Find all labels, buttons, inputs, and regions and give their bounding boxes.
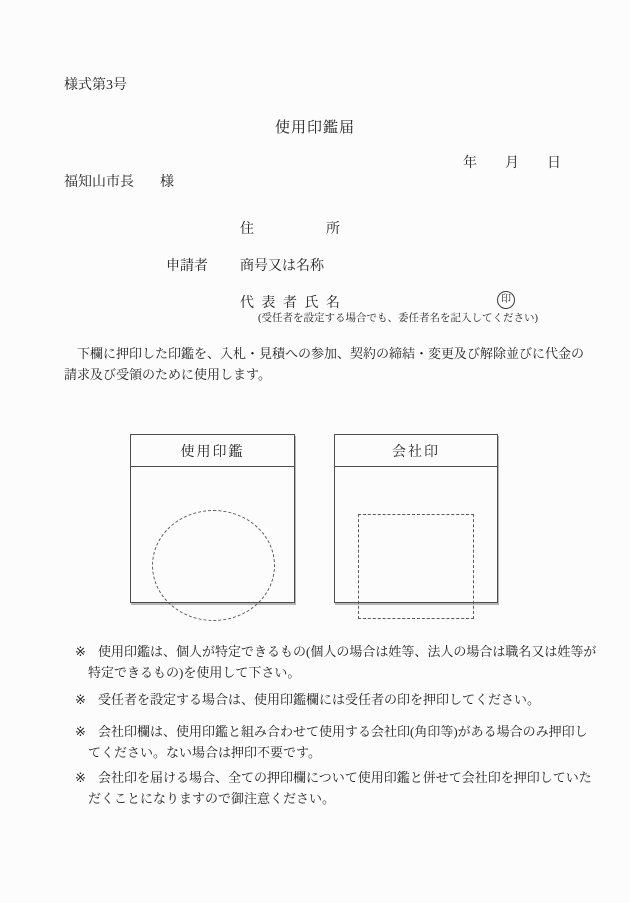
addressee-name: 福知山市長 [64, 175, 134, 190]
applicant-group-label: 申請者 [166, 259, 208, 274]
representative-note: (受任者を設定する場合でも、委任者名を記入してください) [258, 313, 538, 324]
note-text: てください。ない場合は押印不要です。 [88, 745, 321, 760]
note-text: 特定できるもの)を使用して下さい。 [88, 665, 301, 680]
seal-box-stamp-area [335, 467, 497, 603]
seal-placeholder-icon: 印 [497, 291, 515, 309]
dashed-circle-seal-outline [152, 510, 275, 621]
trade-name-label: 商号又は名称 [240, 259, 324, 274]
date-line: 年 月 日 [463, 156, 561, 171]
body-paragraph [64, 343, 584, 385]
note-text: 使用印鑑は、個人が特定できるもの(個人の場合は姓等、法人の場合は職名又は姓等が [98, 644, 597, 659]
note-item [75, 721, 588, 763]
body-paragraph-line: 請求及び受領のために使用します。 [64, 367, 271, 382]
note-text: だくことになりますので御注意ください。 [88, 791, 336, 806]
seal-box-company-seal [334, 434, 498, 603]
note-item [75, 689, 540, 710]
note-marker: ※ [75, 724, 86, 739]
seal-box-stamp-area [131, 467, 294, 603]
note-marker: ※ [75, 644, 86, 659]
addressee-line [64, 175, 174, 192]
form-number: 様式第3号 [64, 78, 127, 93]
dashed-square-seal-outline [358, 514, 474, 619]
note-item [75, 767, 592, 809]
note-marker: ※ [75, 692, 86, 707]
note-item [75, 641, 596, 683]
note-text: 受任者を設定する場合は、使用印鑑欄には受任者の印を押印してください。 [98, 692, 541, 707]
seal-box-title: 会社印 [335, 435, 497, 467]
note-text: 会社印を届ける場合、全ての押印欄について使用印鑑と併せて会社印を押印していた [98, 770, 592, 785]
representative-label: 代表者氏名 [240, 296, 340, 311]
note-marker: ※ [75, 770, 86, 785]
seal-box-used-seal [130, 434, 295, 603]
body-paragraph-line: 下欄に押印した印鑑を、入札・見積への参加、契約の締結・変更及び解除並びに代金の [64, 346, 585, 361]
seal-box-title: 使用印鑑 [131, 435, 294, 467]
document-title: 使用印鑑届 [274, 120, 355, 136]
note-text: 会社印欄は、使用印鑑と組み合わせて使用する会社印(角印等)がある場合のみ押印し [98, 724, 588, 739]
address-label: 住所 [240, 222, 340, 237]
addressee-honorific: 様 [160, 175, 174, 190]
